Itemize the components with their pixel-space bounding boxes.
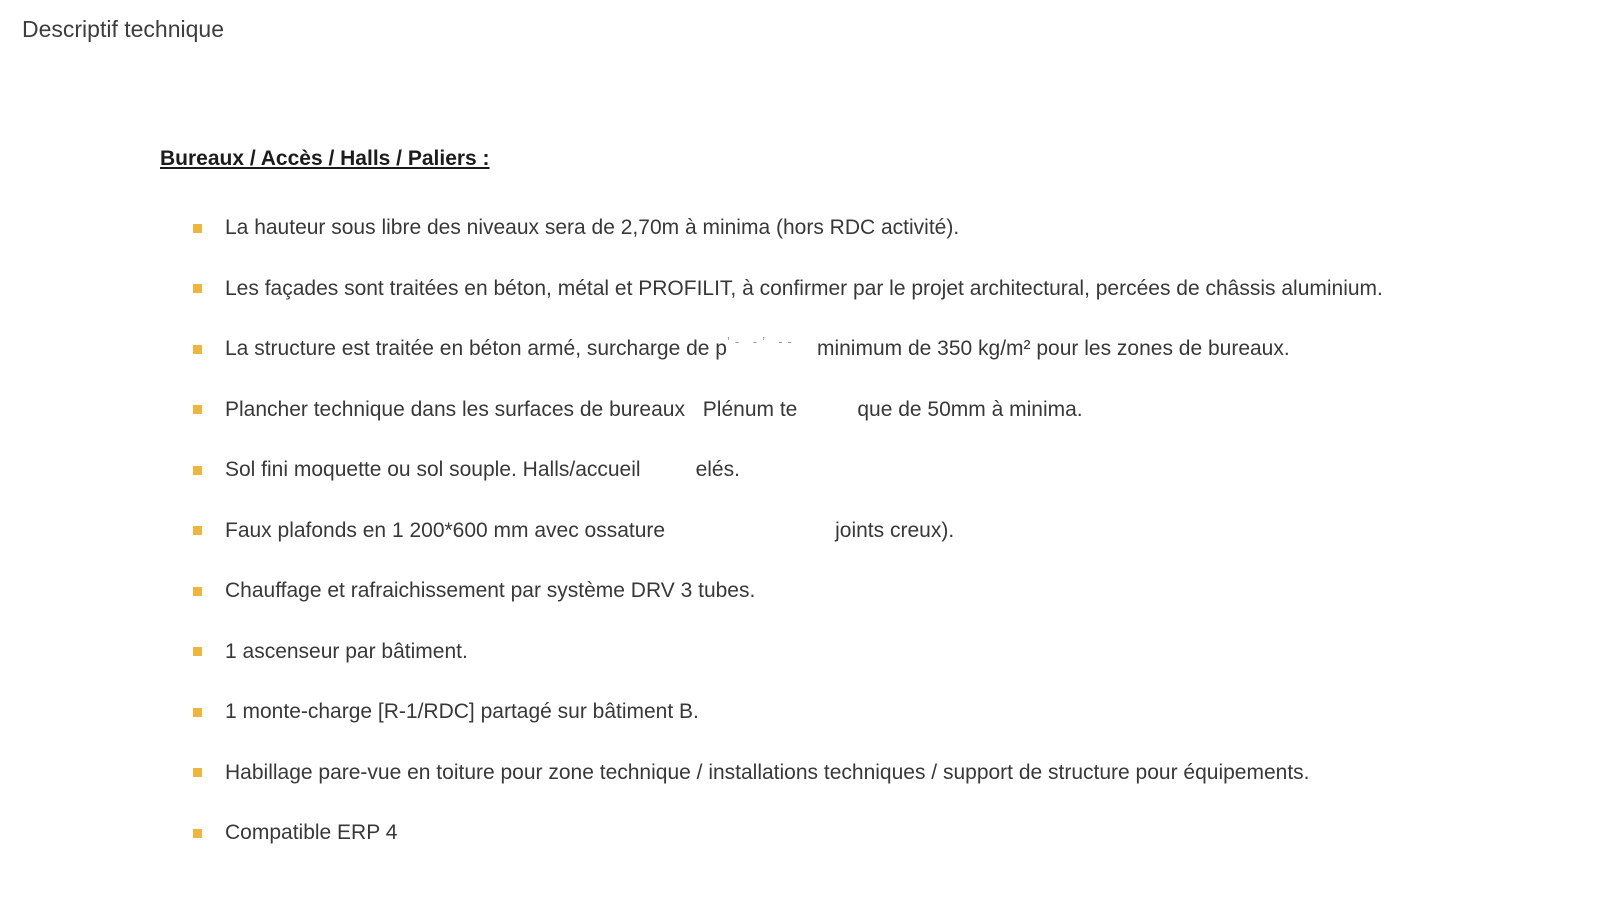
list-item-text [225, 458, 740, 482]
list-item-text [225, 821, 397, 845]
list-item [193, 198, 1383, 259]
list-item-text [225, 334, 1290, 361]
text-fragment: joints creux). [835, 518, 955, 542]
bullet-square-icon [193, 405, 202, 414]
list-item-text [225, 700, 699, 724]
list-item-text [225, 579, 755, 603]
bullet-square-icon [193, 284, 202, 293]
erased-gap [797, 395, 857, 408]
erased-gap: ’‑ ‑’ ‑‑ [726, 334, 797, 348]
list-item [193, 501, 1383, 562]
list-item-text [225, 761, 1310, 785]
bullet-square-icon [193, 587, 202, 596]
list-item-text [225, 398, 1083, 422]
text-fragment: Compatible ERP 4 [225, 821, 398, 845]
erased-gap [685, 395, 697, 408]
page-title: Descriptif technique [22, 16, 224, 42]
text-fragment: Les façades sont traitées en béton, métal et PROFILIT, à confirmer par le projet architectural, percées de châssis aluminium. [225, 276, 1383, 300]
list-item [193, 561, 1383, 622]
text-fragment: Plénum te [696, 397, 798, 421]
text-fragment: Sol fini moquette ou sol souple. Halls/accueil [225, 458, 641, 482]
text-fragment: 1 monte-charge [R-1/RDC] partagé sur bâtiment B. [225, 700, 699, 724]
text-fragment: 1 ascenseur par bâtiment. [225, 639, 468, 663]
bullet-square-icon [193, 647, 202, 656]
list-item [193, 440, 1383, 501]
bullet-square-icon [193, 466, 202, 475]
list-item-text [225, 519, 954, 543]
list-item [193, 380, 1383, 441]
erased-gap [641, 455, 696, 468]
text-fragment: elés. [695, 458, 740, 482]
list-item [193, 319, 1383, 380]
list-item-text [225, 277, 1383, 301]
text-fragment: Chauffage et rafraichissement par système DRV 3 tubes. [225, 579, 756, 603]
text-fragment: Plancher technique dans les surfaces de bureaux [225, 397, 685, 421]
bullet-square-icon [193, 708, 202, 717]
bullet-square-icon [193, 768, 202, 777]
list-item [193, 622, 1383, 683]
bullet-square-icon [193, 345, 202, 354]
text-fragment: que de 50mm à minima. [857, 397, 1083, 421]
bullet-square-icon [193, 224, 202, 233]
text-fragment: Habillage pare-vue en toiture pour zone technique / installations techniques / support de structure pour équipements. [225, 760, 1310, 784]
bullet-square-icon [193, 526, 202, 535]
section-heading: Bureaux / Accès / Halls / Paliers : [160, 147, 490, 170]
text-fragment: Faux plafonds en 1 200*600 mm avec ossature [225, 518, 666, 542]
list-item [193, 743, 1383, 804]
text-fragment: minimum de 350 kg/m² pour les zones de bureaux. [816, 337, 1290, 361]
text-fragment: La structure est traitée en béton armé, surcharge de p [225, 337, 727, 361]
text-fragment: La hauteur sous libre des niveaux sera de 2,70m à minima (hors RDC activité). [225, 216, 960, 240]
bullet-list [193, 198, 1383, 864]
list-item-text [225, 640, 468, 664]
list-item-text [225, 216, 959, 240]
list-item [193, 259, 1383, 320]
list-item [193, 682, 1383, 743]
list-item [193, 803, 1383, 864]
bullet-square-icon [193, 829, 202, 838]
erased-gap [665, 516, 835, 529]
